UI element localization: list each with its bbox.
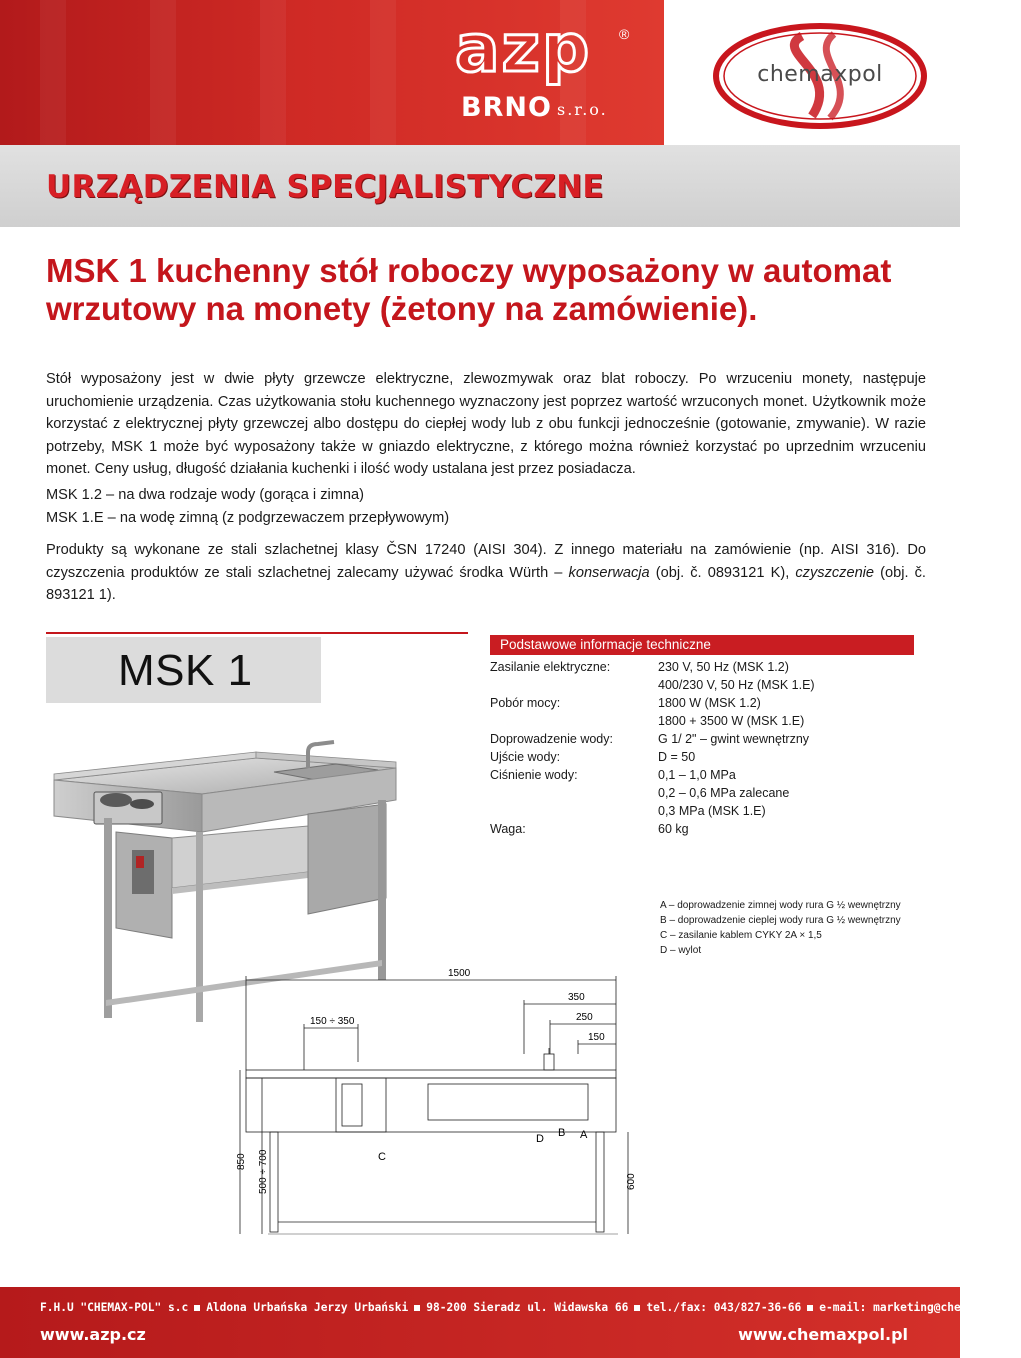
footer-link-chemaxpol[interactable]: www.chemaxpol.pl (738, 1325, 908, 1344)
dim-range-side: 500 ÷ 700 (258, 1149, 269, 1194)
legend-b: B – doprowadzenie cieplej wody rura G ½ wewnętrzny (660, 915, 901, 926)
label-d: D (536, 1133, 544, 1145)
chemaxpol-logo-text: chemaxpol (757, 62, 883, 87)
spec-value: 60 kg (658, 822, 689, 836)
materials-paragraph (46, 539, 926, 607)
spec-key: Ciśnienie wody: (490, 768, 578, 782)
spec-key (490, 712, 658, 730)
footer-separator-icon (634, 1305, 640, 1311)
spec-key (490, 802, 658, 820)
model-code: MSK 1.E (46, 510, 104, 526)
footer-email[interactable]: e-mail: marketing@chemaxpol.pl (819, 1301, 1021, 1314)
dim-850: 850 (236, 1153, 247, 1170)
spec-key: Zasilanie elektryczne: (490, 660, 611, 674)
specs-table (490, 658, 914, 838)
label-c: C (378, 1151, 386, 1163)
spec-key: Pobór mocy: (490, 696, 561, 710)
footer-contact-line (40, 1301, 1021, 1314)
label-rule (46, 632, 468, 634)
product-label: MSK 1 (118, 646, 253, 695)
footer-owner: Aldona Urbańska Jerzy Urbański (206, 1301, 409, 1314)
footer-separator-icon (414, 1305, 420, 1311)
spec-key: Waga: (490, 822, 526, 836)
azp-logo-registered: ® (619, 26, 630, 42)
category-band (0, 145, 960, 227)
spec-row (490, 748, 914, 766)
spec-value: 0,3 MPa (MSK 1.E) (658, 804, 766, 818)
footer-company: F.H.U "CHEMAX-POL" s.c (40, 1301, 189, 1314)
spec-value: 230 V, 50 Hz (MSK 1.2) (658, 660, 789, 674)
label-a: A (580, 1129, 588, 1141)
dim-total: 1500 (448, 968, 471, 979)
footer-phone: tel./fax: 043/827-36-66 (646, 1301, 802, 1314)
spec-row (490, 694, 914, 712)
legend-c: C – zasilanie kablem CYKY 2A × 1,5 (660, 930, 822, 941)
footer-separator-icon (194, 1305, 200, 1311)
dim-150: 150 (588, 1032, 605, 1043)
legend-d: D – wylot (660, 945, 702, 956)
footer-separator-icon (807, 1305, 813, 1311)
product-description: Stół wyposażony jest w dwie płyty grzewcze elektryczne, zlewozmywak oraz blat roboczy. Po wrzuceniu monety, następuje uruchomienie urządzenia. Czas użytkowania stołu kuchennego wyznaczony jest poprzez wartość wrzuconych monet. Użytkownik może korzystać z elektrycznej płyty grzewczej albo dostępu do ciepłej wody lub z obu funkcji jednocześnie (gotowanie, zmywanie). W razie potrzeby, MSK 1 może być wyposażony także w gniazdo elektryczne, z którego można również korzystać po uprzednim wrzuceniu monet. Ceny usług, długość działania kuchenki i ilość wody ustalana jest przez posiadacza. (46, 371, 926, 477)
chemaxpol-logo (712, 22, 928, 130)
model-desc: – na wodę zimną (z podgrzewaczem przepływowym) (107, 510, 450, 526)
materials-text-3: (obj. č. 893121 1). (46, 564, 926, 603)
spec-key (490, 784, 658, 802)
dim-range-top: 150 ÷ 350 (310, 1016, 355, 1027)
materials-text-2: (obj. č. 0893121 K), (649, 564, 796, 581)
spec-value: 0,2 – 0,6 MPa zalecane (658, 786, 790, 800)
category-title: URZĄDZENIA SPECJALISTYCZNE (46, 169, 604, 205)
materials-konserwacja: konserwacja (568, 564, 650, 581)
spec-value: 0,1 – 1,0 MPa (658, 768, 736, 782)
spec-key: Ujście wody: (490, 750, 561, 764)
spec-value: 1800 W (MSK 1.2) (658, 696, 761, 710)
spec-key (490, 676, 658, 694)
azp-brno-logo (455, 10, 635, 126)
spec-value: G 1/ 2" – gwint wewnętrzny (658, 732, 810, 746)
label-b: B (558, 1127, 566, 1139)
footer (0, 1287, 1021, 1358)
model-desc: – na dwa rodzaje wody (gorąca i zimna) (106, 487, 364, 503)
technical-drawing (228, 962, 648, 1242)
spec-value: 400/230 V, 50 Hz (MSK 1.E) (658, 678, 815, 692)
dim-600: 600 (626, 1173, 637, 1190)
drawing-legend (660, 898, 901, 958)
dim-250: 250 (576, 1012, 593, 1023)
model-code: MSK 1.2 (46, 487, 102, 503)
spec-row (490, 658, 914, 676)
footer-address: 98-200 Sieradz ul. Widawska 66 (426, 1301, 629, 1314)
footer-link-azp[interactable]: www.azp.cz (40, 1325, 146, 1344)
legend-a: A – doprowadzenie zimnej wody rura G ½ wewnętrzny (660, 900, 901, 911)
azp-logo-brno: BRNO (461, 92, 552, 123)
materials-czyszczenie: czyszczenie (795, 564, 875, 581)
spec-key: Doprowadzenie wody: (490, 732, 613, 746)
spec-row (490, 784, 914, 802)
spec-row (490, 802, 914, 820)
spec-value: 1800 + 3500 W (MSK 1.E) (658, 714, 805, 728)
specs-heading: Podstawowe informacje techniczne (490, 635, 914, 655)
model-msk-1-2 (46, 484, 364, 506)
spec-row (490, 730, 914, 748)
spec-row (490, 820, 914, 838)
product-title: MSK 1 kuchenny stół roboczy wyposażony w automat wrzutowy na monety (żetony na zamówienie). (46, 252, 892, 327)
spec-value: D = 50 (658, 750, 696, 764)
spec-row (490, 676, 914, 694)
spec-row (490, 712, 914, 730)
materials-text-1: Produkty są wykonane ze stali szlachetnej klasy ČSN 17240 (AISI 304). Z innego materiału na zamówienie (np. AISI 316). Do czyszczenia produktów ze stali szlachetnej zalecamy używać środka Würth – (46, 542, 926, 581)
azp-logo-word: azp (455, 10, 592, 87)
dim-350: 350 (568, 992, 585, 1003)
azp-logo-sro: s.r.o. (557, 100, 608, 119)
model-msk-1-e (46, 507, 449, 529)
spec-row (490, 766, 914, 784)
